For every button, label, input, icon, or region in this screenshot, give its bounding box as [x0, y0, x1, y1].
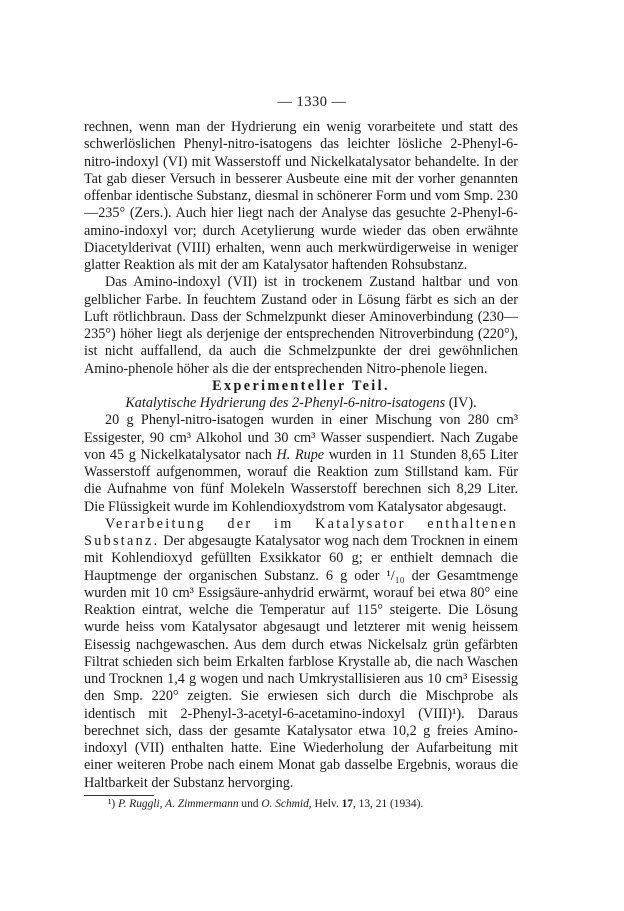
- catalyst-author-name: H. Rupe: [276, 446, 325, 463]
- page-number: — 1330 —: [277, 94, 347, 110]
- body-paragraph-1: rechnen, wenn man der Hydrierung ein wenig vorarbeitete und statt des schwerlöslichen Phenyl-nitro-isatogens das leichter lösliche 2-Phenyl-6-nitro-indoxyl (VI) mit Wasserstoff und Nickelkatalysator behandelte. In der Tat gab dieser Versuch in besserer Ausbeute eine mit der vorher genannten offenbar identische Substanz, diesmal in schönerer Form und vom Smp. 230—235° (Zers.). Auch hier liegt nach der Analyse das gesuchte 2-Phenyl-6-amino-indoxyl vor; durch Acetylierung wurde wieder das oben erwähnte Diacetylderivat (VIII) erhalten, wenn auch merkwürdigerweise in weniger glatter Reaktion als mit der am Katalysator haftenden Rohsubstanz.: [84, 119, 518, 273]
- subsection-heading-italic: Katalytische Hydrierung des 2-Phenyl-6-nitro-isatogens: [125, 395, 446, 411]
- experimental-paragraph-1: [84, 412, 518, 516]
- subsection-heading: [84, 395, 518, 412]
- experimental-paragraph-1-text-a: 20 g Phenyl-nitro-isatogen wurden in einer Mischung von 280 cm³ Essigester, 90 cm³ Alkohol und 30 cm³ Wasser suspendiert. Nach Zugabe von 45 g Nickelkatalysator nach: [84, 412, 518, 463]
- subsection-heading-compound-number: (IV).: [445, 395, 477, 411]
- section-heading: Experimenteller Teil.: [212, 377, 390, 394]
- footnote-marker: ¹): [108, 797, 116, 810]
- footnote-journal: Helv.: [311, 797, 342, 810]
- experimental-paragraph-2-text: Der abgesaugte Katalysator wog nach dem Trocknen in einem mit Kohlendioxyd gefüllten Exsikkator 60 g; er enthielt demnach die Hauptmenge der organischen Substanz. 6 g oder ¹/₁₀ der Gesamtmenge wurden mit 10 cm³ Essigsäure-anhydrid erwärmt, worauf bei etwa 80° eine Reaktion eintrat, welche die Temperatur auf 115° steigerte. Die Lösung wurde heiss vom Katalysator abgesaugt und letzterer mit wenig heissem Eisessig nachgewaschen. Aus dem durch etwas Nickelsalz grün gefärbten Filtrat schieden sich beim Erkalten farblose Krystalle ab, die nach Waschen und Trocknen 1,4 g wogen und nach Umkrystallisieren aus 10 cm³ Eisessig den Smp. 220° zeigten. Sie erwiesen sich durch die Mischprobe als identisch mit 2-Phenyl-3-acetyl-6-acetamino-indoxyl (VIII)¹). Daraus berechnet sich, dass der gesamte Katalysator etwa 10,2 g freies Amino-indoxyl (VII) enthalten hatte. Eine Wiederholung der Aufarbeitung mit einer weiteren Probe nach einem Monat gab dasselbe Ergebnis, woraus die Haltbarkeit der Substanz hervorging.: [84, 533, 518, 791]
- footnote-divider: [84, 795, 154, 796]
- footnote-pages: , 13, 21 (1934).: [352, 797, 424, 810]
- text-column: [84, 119, 518, 811]
- footnote-authors: P. Ruggli, A. Zimmermann: [118, 797, 239, 810]
- footnote-author-3: O. Schmid,: [261, 797, 312, 810]
- experimental-paragraph-2: [84, 516, 518, 792]
- footnote-volume: 17: [341, 797, 353, 810]
- experimental-paragraph-2-lead: Verarbeitung der im Katalysator enthaltenen Substanz.: [84, 515, 518, 549]
- footnote-and: und: [238, 797, 262, 810]
- footnote: [84, 797, 518, 811]
- experimental-paragraph-1-text-b: wurden in 11 Stunden 8,65 Liter Wasserstoff aufgenommen, worauf die Reaktion zum Stillstand kam. Für die Aufnahme von fünf Molekeln Wasserstoff berechnen sich 8,29 Liter. Die Flüssigkeit wurde im Kohlendioxydstrom vom Katalysator abgesaugt.: [84, 446, 519, 515]
- body-paragraph-2: Das Amino-indoxyl (VII) ist in trockenem Zustand haltbar und von gelblicher Farbe. In feuchtem Zustand oder in Lösung färbt es sich an der Luft rötlichbraun. Dass der Schmelzpunkt dieser Aminoverbindung (230—235°) höher liegt als derjenige der entsprechenden Nitroverbindung (220°), ist nicht auffallend, da auch die Schmelzpunkte der drei gewöhnlichen Amino-phenole höher als die der entsprechenden Nitro-phenole liegen.: [84, 274, 518, 377]
